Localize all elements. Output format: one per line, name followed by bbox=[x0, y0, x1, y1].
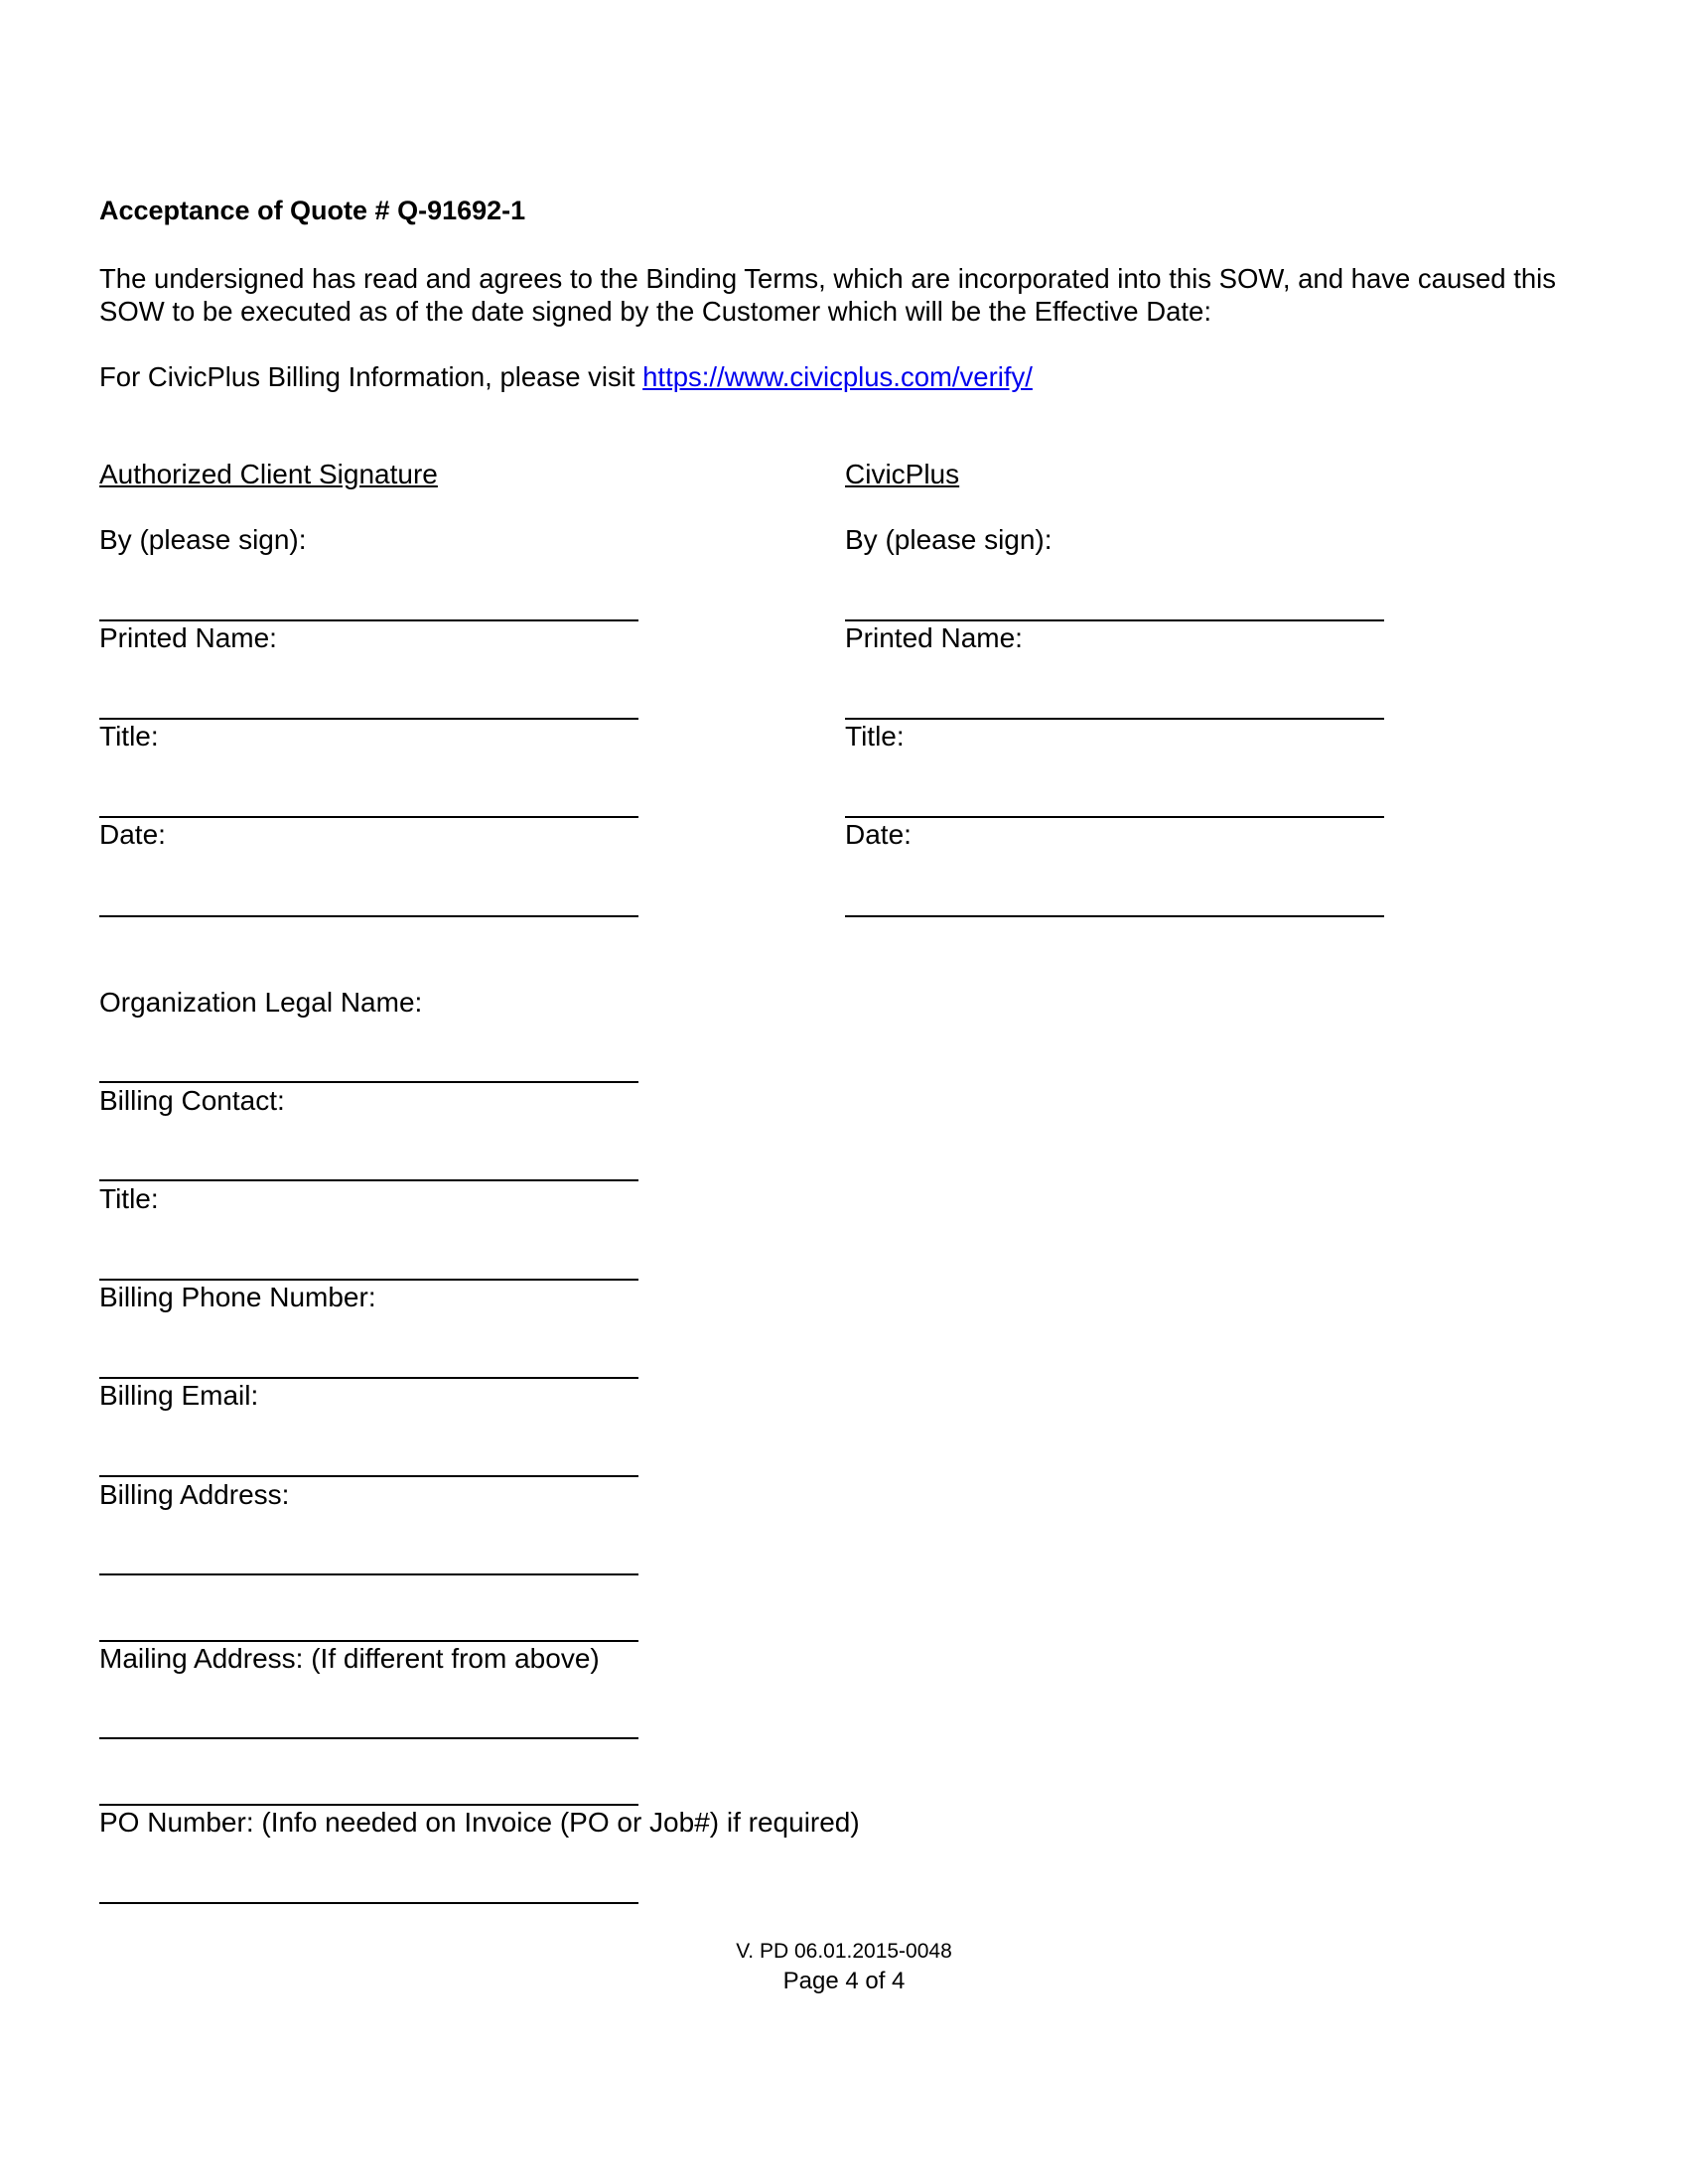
client-date-line[interactable] bbox=[99, 915, 638, 917]
billing-phone-line[interactable] bbox=[99, 1377, 638, 1379]
po-number-label: PO Number: (Info needed on Invoice (PO or Job#) if required) bbox=[99, 1807, 860, 1838]
vendor-title-label: Title: bbox=[845, 721, 905, 751]
vendor-date-label: Date: bbox=[845, 819, 912, 850]
mailing-address-line-2[interactable] bbox=[99, 1804, 638, 1806]
billing-info-text: For CivicPlus Billing Information, please visit bbox=[99, 361, 643, 392]
client-by-label: By (please sign): bbox=[99, 524, 307, 555]
billing-address-line-1[interactable] bbox=[99, 1573, 638, 1575]
client-signature-header: Authorized Client Signature bbox=[99, 459, 438, 489]
client-title-line[interactable] bbox=[99, 816, 638, 818]
billing-contact-line[interactable] bbox=[99, 1179, 638, 1181]
client-signature-line[interactable] bbox=[99, 619, 638, 621]
intro-paragraph: The undersigned has read and agrees to the Binding Terms, which are incorporated into this SOW, and have caused this SOW to be executed as of the date signed by the Customer which will be the Effective Date: bbox=[99, 263, 1557, 327]
client-printed-name-label: Printed Name: bbox=[99, 622, 277, 653]
org-legal-name-label: Organization Legal Name: bbox=[99, 987, 423, 1018]
vendor-title-line[interactable] bbox=[845, 816, 1384, 818]
footer-version: V. PD 06.01.2015-0048 bbox=[736, 1940, 952, 1963]
billing-email-line[interactable] bbox=[99, 1475, 638, 1477]
org-legal-name-line[interactable] bbox=[99, 1081, 638, 1083]
billing-info-line bbox=[99, 361, 1033, 393]
po-number-line[interactable] bbox=[99, 1902, 638, 1904]
footer-page-number: Page 4 of 4 bbox=[782, 1968, 906, 1994]
billing-contact-label: Billing Contact: bbox=[99, 1085, 285, 1116]
client-title-label: Title: bbox=[99, 721, 159, 751]
client-date-label: Date: bbox=[99, 819, 166, 850]
vendor-date-line[interactable] bbox=[845, 915, 1384, 917]
vendor-printed-name-label: Printed Name: bbox=[845, 622, 1023, 653]
billing-phone-label: Billing Phone Number: bbox=[99, 1282, 376, 1312]
mailing-address-line-1[interactable] bbox=[99, 1737, 638, 1739]
verify-link[interactable]: https://www.civicplus.com/verify/ bbox=[642, 361, 1033, 392]
page-title: Acceptance of Quote # Q-91692-1 bbox=[99, 196, 526, 225]
client-printed-name-line[interactable] bbox=[99, 718, 638, 720]
org-title-label: Title: bbox=[99, 1183, 159, 1214]
mailing-address-label: Mailing Address: (If different from above) bbox=[99, 1643, 600, 1674]
vendor-signature-line[interactable] bbox=[845, 619, 1384, 621]
billing-email-label: Billing Email: bbox=[99, 1380, 259, 1411]
billing-address-label: Billing Address: bbox=[99, 1479, 290, 1510]
vendor-by-label: By (please sign): bbox=[845, 524, 1053, 555]
vendor-printed-name-line[interactable] bbox=[845, 718, 1384, 720]
vendor-signature-header: CivicPlus bbox=[845, 459, 960, 489]
billing-address-line-2[interactable] bbox=[99, 1640, 638, 1642]
org-title-line[interactable] bbox=[99, 1279, 638, 1281]
